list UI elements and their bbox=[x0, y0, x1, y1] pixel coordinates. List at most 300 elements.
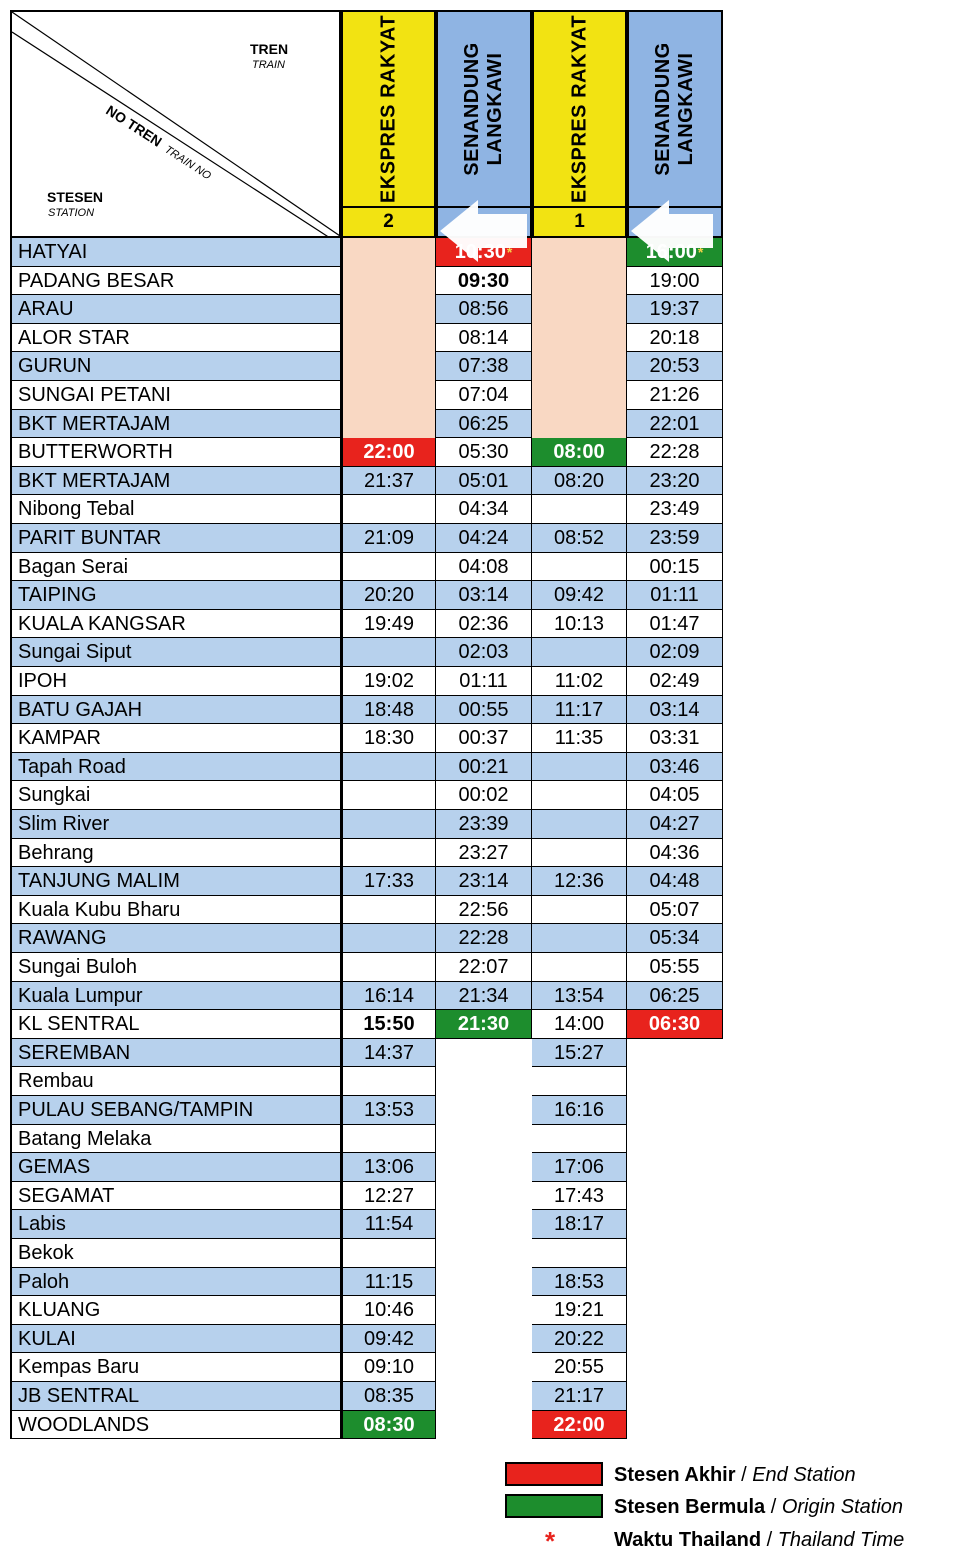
table-row bbox=[10, 753, 723, 782]
time-cell bbox=[341, 1067, 436, 1096]
time-cell bbox=[436, 553, 532, 582]
station-name: Kempas Baru bbox=[10, 1353, 341, 1382]
time-cell bbox=[627, 839, 723, 868]
time-value: 18:48 bbox=[363, 698, 415, 721]
time-cell bbox=[341, 867, 436, 896]
time-cell bbox=[436, 581, 532, 610]
station-name: KUALA KANGSAR bbox=[10, 610, 341, 639]
table-row bbox=[10, 1125, 723, 1154]
time-cell bbox=[436, 924, 532, 953]
time-cell bbox=[341, 1411, 436, 1440]
time-cell bbox=[532, 1325, 627, 1354]
time-value: 18:17 bbox=[553, 1213, 605, 1236]
time-cell bbox=[532, 1382, 627, 1411]
time-value: 21:17 bbox=[553, 1385, 605, 1407]
time-cell bbox=[341, 438, 436, 467]
table-row bbox=[10, 1411, 723, 1440]
table-row bbox=[10, 1382, 723, 1411]
time-value: 20:22 bbox=[553, 1327, 605, 1350]
time-cell bbox=[532, 1182, 627, 1211]
station-name: Bagan Serai bbox=[10, 553, 341, 582]
header-corner bbox=[10, 10, 341, 238]
time-value: 02:36 bbox=[458, 612, 509, 635]
time-cell bbox=[627, 581, 723, 610]
train-name: SENANDUNG LANGKAWI bbox=[652, 42, 697, 176]
time-value: 16:14 bbox=[363, 984, 415, 1007]
time-cell bbox=[532, 667, 627, 696]
time-cell bbox=[532, 1411, 627, 1440]
trainno-label-en: TRAIN NO bbox=[162, 143, 213, 183]
legend-thai-label: Waktu Thailand bbox=[614, 1529, 762, 1551]
time-cell bbox=[341, 467, 436, 496]
station-name: TAIPING bbox=[10, 581, 341, 610]
time-cell bbox=[532, 524, 627, 553]
time-cell bbox=[436, 438, 532, 467]
time-cell bbox=[341, 1239, 436, 1268]
time-cell bbox=[627, 553, 723, 582]
legend-separator: / bbox=[761, 1529, 778, 1551]
time-cell bbox=[627, 953, 723, 982]
table-row bbox=[10, 438, 723, 467]
time-value: 06:25 bbox=[458, 412, 509, 435]
table-row bbox=[10, 381, 723, 410]
time-cell bbox=[627, 781, 723, 810]
time-value: 17:43 bbox=[553, 1184, 605, 1207]
time-cell bbox=[532, 1239, 627, 1268]
time-value: 16:16 bbox=[553, 1099, 605, 1121]
time-value: 20:18 bbox=[649, 326, 700, 349]
time-value: 10:46 bbox=[363, 1299, 415, 1322]
table-row bbox=[10, 1325, 723, 1354]
time-cell bbox=[627, 667, 723, 696]
train-name: EKSPRES RAKYAT bbox=[377, 14, 399, 204]
time-cell bbox=[341, 1325, 436, 1354]
time-cell bbox=[436, 781, 532, 810]
time-value: 20:55 bbox=[553, 1356, 605, 1379]
thailand-time-star-icon: * bbox=[506, 244, 513, 260]
time-cell bbox=[341, 410, 436, 439]
time-cell bbox=[627, 610, 723, 639]
table-row bbox=[10, 1210, 723, 1239]
time-value: 08:30 bbox=[363, 1413, 415, 1436]
time-value: 15:50 bbox=[363, 1013, 415, 1036]
left-arrow-icon bbox=[440, 196, 530, 266]
time-cell bbox=[532, 1353, 627, 1382]
time-value: 06:30 bbox=[648, 1013, 701, 1036]
time-cell bbox=[341, 982, 436, 1011]
time-cell bbox=[341, 1382, 436, 1411]
time-cell bbox=[532, 810, 627, 839]
time-value: 22:28 bbox=[458, 927, 509, 950]
table-row bbox=[10, 810, 723, 839]
table-row bbox=[10, 1353, 723, 1382]
time-cell bbox=[341, 696, 436, 725]
legend-separator: / bbox=[765, 1496, 782, 1518]
station-name: SEREMBAN bbox=[10, 1039, 341, 1068]
time-cell bbox=[436, 495, 532, 524]
table-row bbox=[10, 295, 723, 324]
time-value: 19:49 bbox=[363, 612, 415, 635]
time-cell bbox=[532, 581, 627, 610]
time-value: 18:30 bbox=[363, 727, 415, 750]
time-value: 23:39 bbox=[458, 813, 509, 835]
station-name: JB SENTRAL bbox=[10, 1382, 341, 1411]
time-value: 02:49 bbox=[649, 670, 700, 692]
diagonal-lines bbox=[12, 12, 343, 240]
time-value: 04:48 bbox=[649, 870, 700, 893]
train-name: SENANDUNG LANGKAWI bbox=[461, 42, 506, 176]
left-arrow-icon bbox=[631, 196, 721, 266]
station-name: Slim River bbox=[10, 810, 341, 839]
time-cell bbox=[436, 352, 532, 381]
time-value: 21:34 bbox=[458, 984, 509, 1007]
time-cell bbox=[627, 696, 723, 725]
time-cell bbox=[341, 924, 436, 953]
station-name: Rembau bbox=[10, 1067, 341, 1096]
station-name: KL SENTRAL bbox=[10, 1010, 341, 1039]
legend-end-label-en: End Station bbox=[752, 1464, 856, 1486]
time-cell bbox=[627, 1010, 723, 1039]
time-cell bbox=[341, 1268, 436, 1297]
time-cell bbox=[341, 953, 436, 982]
time-cell bbox=[341, 781, 436, 810]
time-cell bbox=[532, 295, 627, 324]
time-value: 09:42 bbox=[363, 1327, 415, 1350]
time-cell bbox=[532, 610, 627, 639]
time-cell bbox=[436, 810, 532, 839]
time-value: 19:00 bbox=[649, 269, 700, 292]
station-name: PARIT BUNTAR bbox=[10, 524, 341, 553]
station-name: TANJUNG MALIM bbox=[10, 867, 341, 896]
station-name: BUTTERWORTH bbox=[10, 438, 341, 467]
table-row bbox=[10, 953, 723, 982]
time-value: 11:54 bbox=[364, 1213, 414, 1236]
time-value: 08:20 bbox=[553, 469, 605, 492]
table-row bbox=[10, 495, 723, 524]
table-row bbox=[10, 410, 723, 439]
time-value: 03:31 bbox=[649, 727, 700, 750]
time-cell bbox=[627, 753, 723, 782]
station-name: IPOH bbox=[10, 667, 341, 696]
time-value: 21:09 bbox=[363, 527, 415, 549]
table-row bbox=[10, 638, 723, 667]
time-cell bbox=[532, 553, 627, 582]
time-cell bbox=[341, 267, 436, 296]
time-value: 17:06 bbox=[553, 1156, 605, 1179]
time-value: 22:28 bbox=[649, 441, 700, 464]
time-cell bbox=[436, 982, 532, 1011]
station-name: BATU GAJAH bbox=[10, 696, 341, 725]
time-cell bbox=[341, 295, 436, 324]
time-cell bbox=[341, 324, 436, 353]
time-cell bbox=[532, 839, 627, 868]
table-row bbox=[10, 267, 723, 296]
time-cell bbox=[436, 1010, 532, 1039]
time-cell bbox=[341, 1125, 436, 1154]
time-cell bbox=[532, 1067, 627, 1096]
station-name: Tapah Road bbox=[10, 753, 341, 782]
time-value: 08:14 bbox=[458, 326, 509, 349]
time-value: 19:37 bbox=[649, 298, 700, 321]
time-cell bbox=[627, 896, 723, 925]
legend-end-text bbox=[614, 1464, 856, 1486]
time-value: 01:47 bbox=[649, 612, 700, 635]
time-value: 16:00 bbox=[645, 241, 697, 263]
time-cell bbox=[627, 381, 723, 410]
table-row bbox=[10, 1096, 723, 1125]
table-row bbox=[10, 610, 723, 639]
time-value: 00:02 bbox=[458, 784, 509, 807]
time-cell bbox=[436, 381, 532, 410]
time-cell bbox=[532, 781, 627, 810]
station-name: KLUANG bbox=[10, 1296, 341, 1325]
legend-star-icon: * bbox=[545, 1526, 556, 1556]
time-cell bbox=[341, 667, 436, 696]
legend-origin-text bbox=[614, 1496, 903, 1518]
time-cell bbox=[341, 896, 436, 925]
table-row bbox=[10, 839, 723, 868]
time-cell bbox=[532, 724, 627, 753]
time-cell bbox=[532, 638, 627, 667]
station-name: ALOR STAR bbox=[10, 324, 341, 353]
station-name: Nibong Tebal bbox=[10, 495, 341, 524]
time-value: 11:02 bbox=[554, 670, 604, 692]
time-value: 22:00 bbox=[363, 441, 415, 464]
train-label: TREN bbox=[250, 41, 289, 57]
time-value: 23:20 bbox=[649, 469, 700, 492]
table-row bbox=[10, 524, 723, 553]
station-name: Bekok bbox=[10, 1239, 341, 1268]
time-cell bbox=[341, 638, 436, 667]
time-value: 08:00 bbox=[553, 441, 605, 464]
station-name: Sungai Buloh bbox=[10, 953, 341, 982]
time-cell bbox=[341, 1296, 436, 1325]
time-value: 03:14 bbox=[649, 698, 700, 721]
time-value: 21:30 bbox=[457, 1013, 510, 1036]
train-header-4 bbox=[627, 10, 723, 208]
time-value: 00:15 bbox=[649, 555, 700, 578]
time-cell bbox=[627, 467, 723, 496]
time-cell bbox=[436, 467, 532, 496]
station-name: GEMAS bbox=[10, 1153, 341, 1182]
time-value: 10:13 bbox=[553, 612, 605, 635]
time-value: 05:30 bbox=[458, 441, 509, 464]
time-cell bbox=[436, 638, 532, 667]
station-name: Batang Melaka bbox=[10, 1125, 341, 1154]
time-cell bbox=[341, 581, 436, 610]
time-cell bbox=[341, 810, 436, 839]
time-value: 00:37 bbox=[458, 727, 509, 750]
time-value: 08:35 bbox=[363, 1385, 415, 1407]
legend-separator: / bbox=[735, 1464, 753, 1486]
table-row bbox=[10, 1039, 723, 1068]
table-row bbox=[10, 1067, 723, 1096]
time-value: 08:52 bbox=[553, 527, 605, 549]
table-row bbox=[10, 1239, 723, 1268]
time-value: 14:00 bbox=[553, 1013, 605, 1036]
station-name: SEGAMAT bbox=[10, 1182, 341, 1211]
legend-thai-label-en: Thailand Time bbox=[777, 1529, 905, 1551]
time-value: 13:06 bbox=[363, 1156, 415, 1179]
time-cell bbox=[532, 324, 627, 353]
table-row bbox=[10, 1153, 723, 1182]
time-cell bbox=[532, 753, 627, 782]
time-value: 10:30 bbox=[454, 241, 506, 263]
table-row bbox=[10, 696, 723, 725]
time-cell bbox=[341, 352, 436, 381]
time-cell bbox=[436, 410, 532, 439]
time-value: 08:56 bbox=[458, 298, 509, 321]
time-value: 13:53 bbox=[363, 1099, 415, 1121]
time-value: 23:49 bbox=[649, 498, 700, 521]
table-row bbox=[10, 1268, 723, 1297]
time-cell bbox=[341, 1153, 436, 1182]
station-name: ARAU bbox=[10, 295, 341, 324]
trainno-label: NO TREN bbox=[103, 102, 165, 150]
time-cell bbox=[341, 524, 436, 553]
table-row bbox=[10, 553, 723, 582]
time-cell bbox=[627, 438, 723, 467]
time-value: 23:14 bbox=[458, 870, 509, 893]
station-name: WOODLANDS bbox=[10, 1411, 341, 1440]
time-value: 00:55 bbox=[458, 698, 509, 721]
table-row bbox=[10, 467, 723, 496]
time-cell bbox=[341, 553, 436, 582]
time-value: 09:30 bbox=[457, 269, 510, 292]
time-cell bbox=[436, 724, 532, 753]
station-name: Sungai Siput bbox=[10, 638, 341, 667]
time-value: 02:03 bbox=[458, 641, 509, 664]
time-cell bbox=[436, 953, 532, 982]
table-row bbox=[10, 924, 723, 953]
time-cell bbox=[532, 924, 627, 953]
time-cell bbox=[532, 381, 627, 410]
table-row bbox=[10, 581, 723, 610]
time-cell bbox=[341, 839, 436, 868]
time-value: 03:14 bbox=[458, 584, 509, 607]
time-cell bbox=[627, 724, 723, 753]
time-value: 21:37 bbox=[363, 469, 415, 492]
train-header-2 bbox=[436, 10, 532, 208]
time-cell bbox=[341, 238, 436, 267]
station-label: STESEN bbox=[47, 189, 104, 205]
station-name: HATYAI bbox=[10, 238, 341, 267]
time-cell bbox=[532, 1268, 627, 1297]
time-value: 07:38 bbox=[458, 355, 509, 378]
table-row bbox=[10, 352, 723, 381]
time-cell bbox=[436, 839, 532, 868]
time-value: 14:37 bbox=[363, 1041, 415, 1064]
time-value: 22:00 bbox=[553, 1413, 605, 1436]
station-name: Kuala Kubu Bharu bbox=[10, 896, 341, 925]
station-name: Kuala Lumpur bbox=[10, 982, 341, 1011]
time-value: 19:02 bbox=[363, 670, 415, 692]
time-value: 05:01 bbox=[458, 469, 509, 492]
time-cell bbox=[341, 1010, 436, 1039]
time-cell bbox=[532, 982, 627, 1011]
table-row bbox=[10, 1296, 723, 1325]
train-name: EKSPRES RAKYAT bbox=[568, 14, 590, 204]
train-number: 2 bbox=[341, 206, 436, 238]
time-cell bbox=[436, 753, 532, 782]
time-cell bbox=[532, 1210, 627, 1239]
station-name: Sungkai bbox=[10, 781, 341, 810]
time-cell bbox=[436, 667, 532, 696]
time-value: 15:27 bbox=[553, 1041, 605, 1064]
legend-origin-label-en: Origin Station bbox=[781, 1496, 904, 1518]
time-cell bbox=[532, 267, 627, 296]
time-value: 11:15 bbox=[364, 1270, 414, 1293]
time-value: 22:07 bbox=[458, 956, 509, 978]
time-cell bbox=[627, 524, 723, 553]
time-cell bbox=[532, 410, 627, 439]
legend-origin-swatch bbox=[505, 1494, 603, 1518]
time-cell bbox=[627, 410, 723, 439]
train-header-1 bbox=[341, 10, 436, 208]
time-cell bbox=[436, 267, 532, 296]
time-cell bbox=[627, 324, 723, 353]
time-cell bbox=[436, 524, 532, 553]
time-value: 03:46 bbox=[649, 755, 700, 778]
time-value: 12:27 bbox=[363, 1184, 415, 1207]
station-name: PULAU SEBANG/TAMPIN bbox=[10, 1096, 341, 1125]
legend-end-swatch bbox=[505, 1462, 603, 1486]
time-value: 23:27 bbox=[458, 841, 509, 864]
time-value: 11:35 bbox=[554, 727, 604, 750]
time-value: 22:56 bbox=[458, 898, 509, 921]
time-value: 09:42 bbox=[553, 584, 605, 607]
time-cell bbox=[341, 1096, 436, 1125]
time-value: 18:53 bbox=[553, 1270, 605, 1293]
time-cell bbox=[532, 467, 627, 496]
time-cell bbox=[532, 352, 627, 381]
station-name: RAWANG bbox=[10, 924, 341, 953]
time-value: 21:26 bbox=[649, 384, 700, 406]
time-value: 05:55 bbox=[649, 956, 700, 978]
time-value: 09:10 bbox=[363, 1356, 415, 1379]
time-cell bbox=[532, 1010, 627, 1039]
time-cell bbox=[627, 924, 723, 953]
time-cell bbox=[532, 1096, 627, 1125]
time-value: 13:54 bbox=[553, 984, 605, 1007]
time-cell bbox=[627, 267, 723, 296]
time-value: 04:05 bbox=[649, 784, 700, 807]
time-cell bbox=[341, 724, 436, 753]
time-cell bbox=[627, 352, 723, 381]
time-value: 05:07 bbox=[649, 898, 700, 921]
station-label-en: STATION bbox=[48, 207, 95, 219]
time-value: 22:01 bbox=[649, 412, 700, 435]
time-cell bbox=[627, 867, 723, 896]
time-value: 06:25 bbox=[649, 984, 700, 1007]
time-cell bbox=[341, 1182, 436, 1211]
time-cell bbox=[436, 324, 532, 353]
time-cell bbox=[532, 1125, 627, 1154]
legend-thai-text bbox=[614, 1529, 904, 1551]
time-cell bbox=[341, 495, 436, 524]
station-name: KAMPAR bbox=[10, 724, 341, 753]
table-row bbox=[10, 667, 723, 696]
time-cell bbox=[532, 953, 627, 982]
time-cell bbox=[436, 295, 532, 324]
table-row bbox=[10, 238, 723, 267]
time-cell bbox=[532, 438, 627, 467]
time-cell bbox=[532, 896, 627, 925]
time-value: 17:33 bbox=[363, 870, 415, 893]
train-number: 1 bbox=[532, 206, 627, 238]
time-value: 20:20 bbox=[363, 584, 415, 607]
table-row bbox=[10, 896, 723, 925]
